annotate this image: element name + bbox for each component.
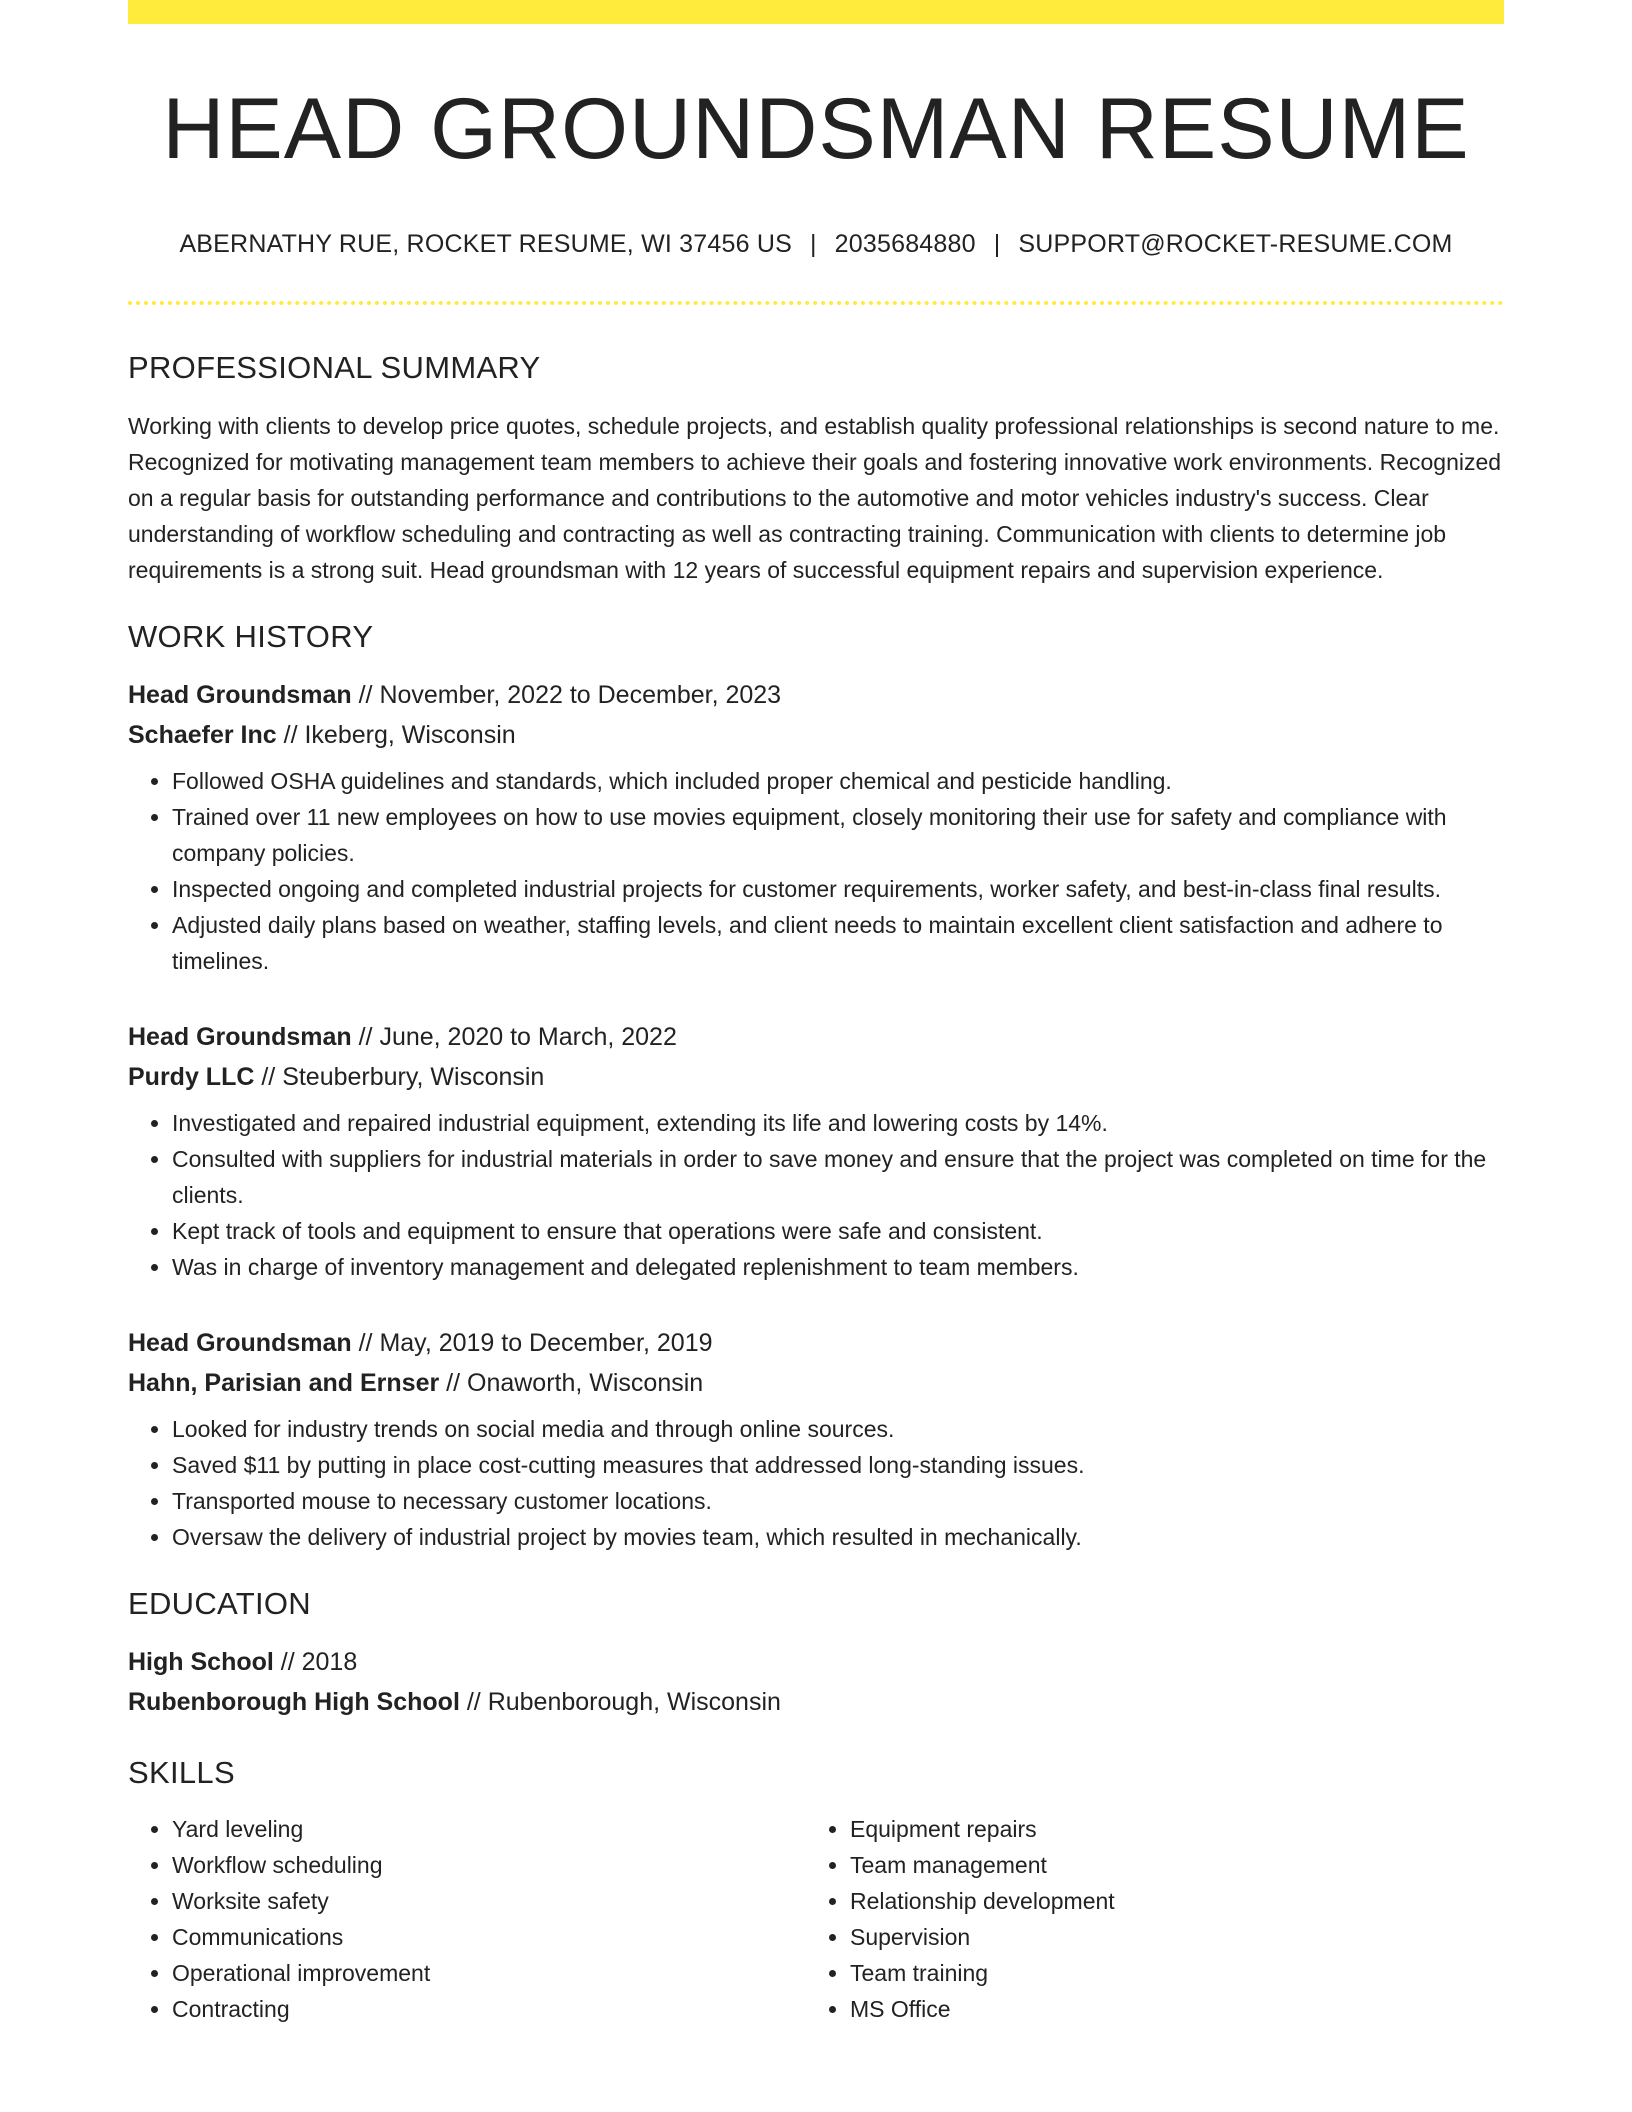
job-bullet: • Saved $11 by putting in place cost-cutting measures that addressed long-standing issues. [172, 1447, 1504, 1483]
job-title: Head Groundsman [128, 1328, 352, 1357]
job-dates: // May, 2019 to December, 2019 [351, 1328, 713, 1357]
job-bullet: • Trained over 11 new employees on how to use movies equipment, closely monitoring their use for safety and compliance with company policies. [172, 799, 1504, 871]
job-location: // Ikeberg, Wisconsin [276, 720, 516, 749]
job-entry [128, 675, 1504, 979]
contact-email: SUPPORT@ROCKET-RESUME.COM [1018, 229, 1453, 258]
education-location: // Rubenborough, Wisconsin [459, 1688, 781, 1717]
job-entry [128, 1017, 1504, 1285]
skill-item: • Yard leveling [172, 1811, 806, 1847]
contact-phone: 2035684880 [834, 229, 976, 258]
skills-list-right [806, 1811, 1484, 2027]
job-bullets [128, 1105, 1504, 1285]
job-dates: // June, 2020 to March, 2022 [351, 1022, 677, 1051]
job-bullet: • Consulted with suppliers for industrial materials in order to save money and ensure that the project was completed on time for the clients. [172, 1141, 1504, 1213]
skill-item: • Team training [850, 1955, 1484, 1991]
education-entry [128, 1642, 1504, 1722]
skill-item: • Relationship development [850, 1883, 1484, 1919]
skill-item: • Contracting [172, 1991, 806, 2027]
job-company: Schaefer Inc [128, 720, 277, 749]
skill-item: • Communications [172, 1919, 806, 1955]
job-bullet: • Inspected ongoing and completed industrial projects for customer requirements, worker safety, and best-in-class final results. [172, 871, 1504, 907]
skill-item: • Team management [850, 1847, 1484, 1883]
skills-list-left [128, 1811, 806, 2027]
work-history-heading: WORK HISTORY [128, 618, 374, 654]
summary-heading: PROFESSIONAL SUMMARY [128, 349, 541, 385]
job-entry [128, 1323, 1504, 1555]
job-bullet: • Oversaw the delivery of industrial project by movies team, which resulted in mechanically. [172, 1519, 1504, 1555]
job-bullets [128, 763, 1504, 979]
education-year: // 2018 [273, 1648, 358, 1677]
dotted-divider [128, 301, 1504, 305]
resume-page [128, 0, 1504, 2027]
skill-item: • MS Office [850, 1991, 1484, 2027]
job-company: Hahn, Parisian and Ernser [128, 1368, 440, 1397]
contact-separator: | [809, 229, 817, 258]
job-bullet: • Was in charge of inventory management and delegated replenishment to team members. [172, 1249, 1504, 1285]
education-degree-line [128, 1642, 1504, 1682]
skill-item: • Equipment repairs [850, 1811, 1484, 1847]
job-title-line [128, 1017, 1504, 1057]
job-company-line [128, 715, 1504, 755]
job-dates: // November, 2022 to December, 2023 [351, 680, 782, 709]
skill-item: • Worksite safety [172, 1883, 806, 1919]
contact-address: ABERNATHY RUE, ROCKET RESUME, WI 37456 US [179, 229, 792, 258]
job-bullet: • Followed OSHA guidelines and standards, which included proper chemical and pesticide handling. [172, 763, 1504, 799]
contact-separator: | [993, 229, 1001, 258]
job-company-line [128, 1363, 1504, 1403]
job-bullet: • Investigated and repaired industrial equipment, extending its life and lowering costs by 14%. [172, 1105, 1504, 1141]
job-bullet: • Kept track of tools and equipment to ensure that operations were safe and consistent. [172, 1213, 1504, 1249]
skills-columns [128, 1811, 1504, 2027]
job-title-line [128, 675, 1504, 715]
job-bullets [128, 1411, 1504, 1555]
job-bullet: • Adjusted daily plans based on weather, staffing levels, and client needs to maintain excellent client satisfaction and adhere to timelines. [172, 907, 1504, 979]
job-bullet: • Looked for industry trends on social media and through online sources. [172, 1411, 1504, 1447]
job-company-line [128, 1057, 1504, 1097]
job-title: Head Groundsman [128, 1022, 352, 1051]
resume-title: HEAD GROUNDSMAN RESUME [162, 81, 1470, 177]
education-school: Rubenborough High School [128, 1688, 460, 1717]
job-bullet: • Transported mouse to necessary customer locations. [172, 1483, 1504, 1519]
education-degree: High School [128, 1648, 274, 1677]
skill-item: • Supervision [850, 1919, 1484, 1955]
skills-heading: SKILLS [128, 1755, 235, 1791]
skill-item: • Workflow scheduling [172, 1847, 806, 1883]
education-school-line [128, 1682, 1504, 1722]
accent-top-bar [128, 0, 1504, 24]
job-company: Purdy LLC [128, 1062, 255, 1091]
summary-text: Working with clients to develop price quotes, schedule projects, and establish quality professional relationships is second nature to me. Recognized for motivating management team members to achieve their goals and fostering innovative work environments. Recognized on a regular basis for outstanding performance and contributions to the automotive and motor vehicles industry's success. Clear understanding of workflow scheduling and contracting as well as contracting training. Communication with clients to determine job requirements is a strong suit. Head groundsman with 12 years of successful equipment repairs and supervision experience. [128, 412, 1502, 583]
education-heading: EDUCATION [128, 1585, 311, 1621]
job-location: // Steuberbury, Wisconsin [254, 1062, 545, 1091]
job-title: Head Groundsman [128, 680, 352, 709]
contact-line [128, 229, 1504, 259]
skill-item: • Operational improvement [172, 1955, 806, 1991]
job-title-line [128, 1323, 1504, 1363]
job-location: // Onaworth, Wisconsin [439, 1368, 704, 1397]
